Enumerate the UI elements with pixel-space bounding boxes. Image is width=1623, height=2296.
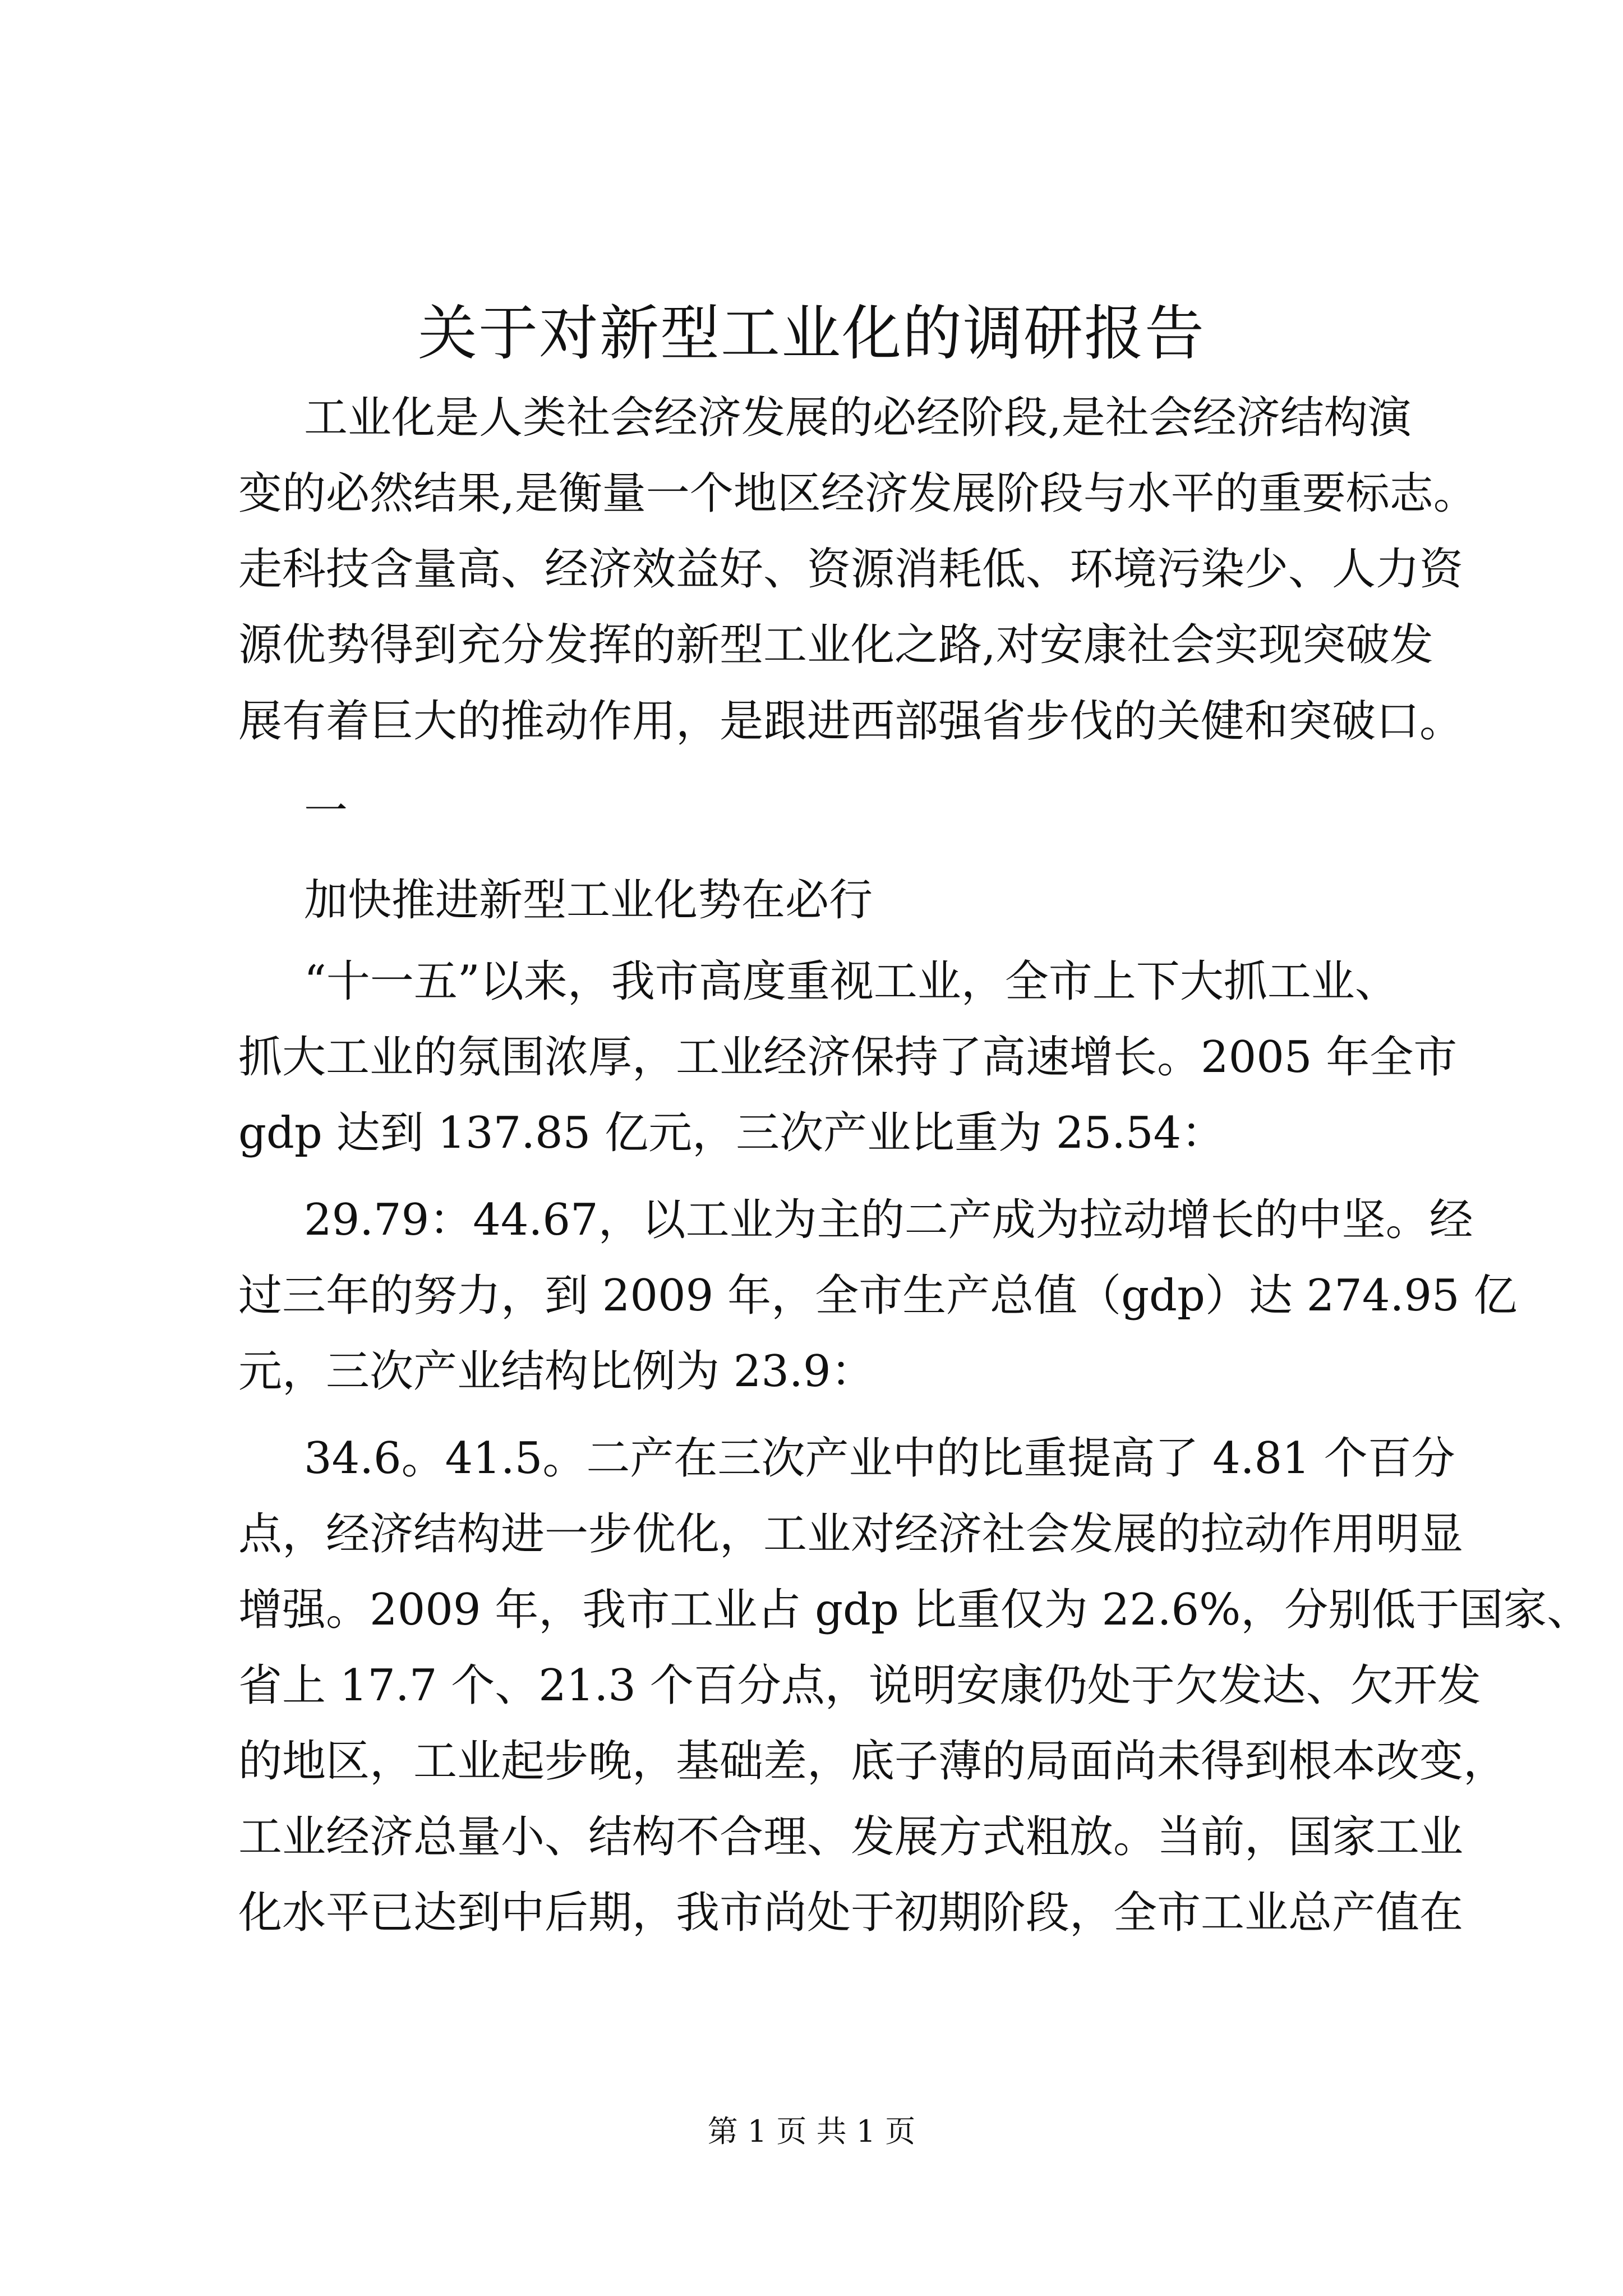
text-line: 源优势得到充分发挥的新型工业化之路,对安康社会实现突破发 <box>238 620 1433 670</box>
text-line: 变的必然结果,是衡量一个地区经济发展阶段与水平的重要标志。 <box>238 468 1477 519</box>
text-line: 过三年的努力，到 2009 年，全市生产总值（gdp）达 274.95 亿 <box>238 1271 1518 1321</box>
text-line: 化水平已达到中后期，我市尚处于初期阶段，全市工业总产值在 <box>238 1888 1464 1938</box>
text-line: 元，三次产业结构比例为 23.9： <box>238 1346 875 1397</box>
text-line: 走科技含量高、经济效益好、资源消耗低、环境污染少、人力资 <box>238 544 1464 595</box>
text-line: 省上 17.7 个、21.3 个百分点，说明安康仍处于欠发达、欠开发 <box>238 1660 1481 1711</box>
page-footer: 第 1 页 共 1 页 <box>707 2114 916 2149</box>
section-number: 一 <box>304 786 348 836</box>
text-line: gdp 达到 137.85 亿元，三次产业比重为 25.54： <box>238 1108 1225 1158</box>
text-line: 工业经济总量小、结构不合理、发展方式粗放。当前，国家工业 <box>238 1812 1464 1862</box>
text-line: 34.6。41.5。二产在三次产业中的比重提高了 4.81 个百分 <box>304 1433 1455 1484</box>
text-line: 点，经济结构进一步优化，工业对经济社会发展的拉动作用明显 <box>238 1509 1464 1559</box>
document-title: 关于对新型工业化的调研报告 <box>418 299 1205 368</box>
text-line: 29.79：44.67，以工业为主的二产成为拉动增长的中坚。经 <box>304 1195 1473 1245</box>
text-line: 的地区，工业起步晚，基础差，底子薄的局面尚未得到根本改变， <box>238 1736 1507 1787</box>
text-line: 抓大工业的氛围浓厚，工业经济保持了高速增长。2005 年全市 <box>238 1032 1458 1083</box>
text-line: “十一五”以来，我市高度重视工业，全市上下大抓工业、 <box>304 956 1399 1007</box>
section-heading: 加快推进新型工业化势在必行 <box>304 875 873 926</box>
text-line: 增强。2009 年，我市工业占 gdp 比重仅为 22.6%，分别低于国家、 <box>238 1585 1591 1635</box>
text-line: 展有着巨大的推动作用，是跟进西部强省步伐的关健和突破口。 <box>238 696 1464 747</box>
text-line: 工业化是人类社会经济发展的必经阶段,是社会经济结构演 <box>304 393 1412 443</box>
